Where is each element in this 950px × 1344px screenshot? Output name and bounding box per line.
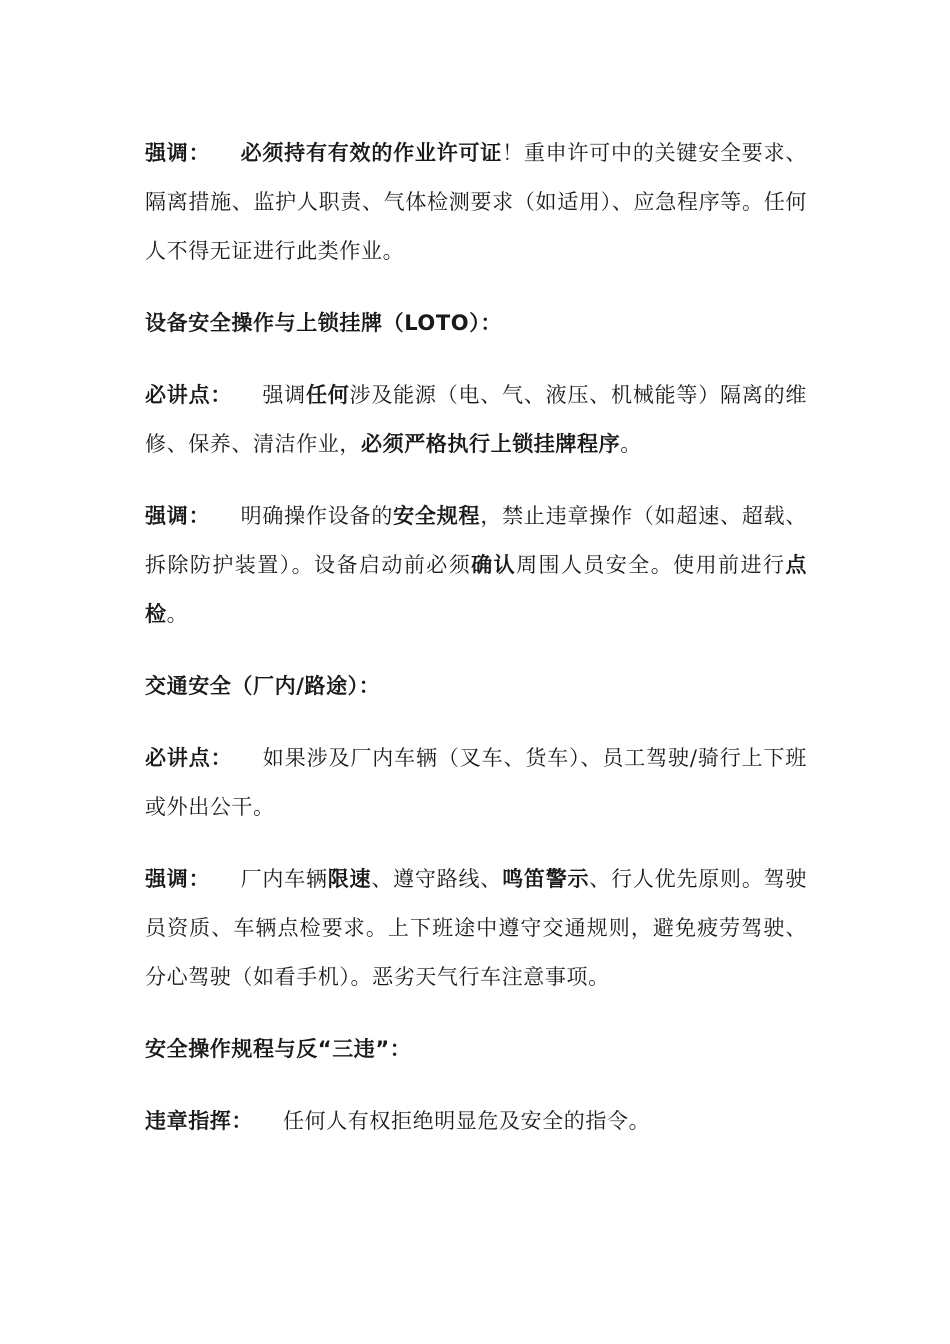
paragraph-label: 必讲点： [145, 746, 233, 770]
body-text: 涉及能源（电、气、液压、机械能等）隔离的维修、保养、清洁作业， [145, 383, 807, 456]
section-heading: 安全操作规程与反“三违”： [145, 1037, 412, 1061]
body-text: 。 [620, 432, 642, 456]
paragraph-label: 强调： [145, 867, 211, 891]
paragraph [145, 129, 807, 276]
body-text: ！重申许可中的关键安全要求、隔离措施、监护人职责、气体检测要求（如适用）、应急程序等。任何人不得无证进行此类作业。 [145, 141, 807, 263]
body-text: 厂内车辆 [240, 867, 328, 891]
paragraph-label: 强调： [145, 141, 211, 165]
paragraph-label: 违章指挥： [145, 1109, 253, 1133]
paragraph [145, 1097, 807, 1146]
paragraph-label: 必讲点： [145, 383, 233, 407]
body-text: 如果涉及厂内车辆（叉车、货车）、员工驾驶/骑行上下班或外出公干。 [145, 746, 807, 819]
paragraph [145, 492, 807, 639]
section-heading: 设备安全操作与上锁挂牌（LOTO）： [145, 311, 502, 335]
body-text: 周围人员安全。使用前进行 [516, 553, 786, 577]
body-text: 任何人有权拒绝明显危及安全的指令。 [283, 1109, 651, 1133]
paragraph-label: 强调： [145, 504, 211, 528]
emphasis-text: 必须持有有效的作业许可证 [240, 141, 503, 165]
section-heading: 交通安全（厂内/路途）： [145, 674, 381, 698]
body-text: ，禁止违章操作（如超速、超载、拆除防护装置）。设备启动前必须 [145, 504, 808, 577]
body-text: 强调 [262, 383, 306, 407]
emphasis-text: 安全规程 [393, 504, 481, 528]
emphasis-text: 必须严格执行上锁挂牌程序 [361, 432, 621, 456]
emphasis-text: 确认 [471, 553, 517, 577]
emphasis-text: 点检 [145, 553, 808, 626]
document-body [145, 129, 807, 1169]
emphasis-text: 鸣笛警示 [502, 867, 590, 891]
paragraph [145, 734, 807, 832]
body-text: 明确操作设备的 [240, 504, 394, 528]
body-text: 、遵守路线、 [371, 867, 503, 891]
emphasis-text: 限速 [327, 867, 372, 891]
paragraph [145, 855, 807, 1002]
emphasis-text: 任何 [305, 383, 350, 407]
body-text: 、行人优先原则。驾驶员资质、车辆点检要求。上下班途中遵守交通规则，避免疲劳驾驶、分心驾驶（如看手机）。恶劣天气行车注意事项。 [145, 867, 808, 989]
body-text: 。 [166, 602, 189, 626]
paragraph [145, 371, 807, 469]
